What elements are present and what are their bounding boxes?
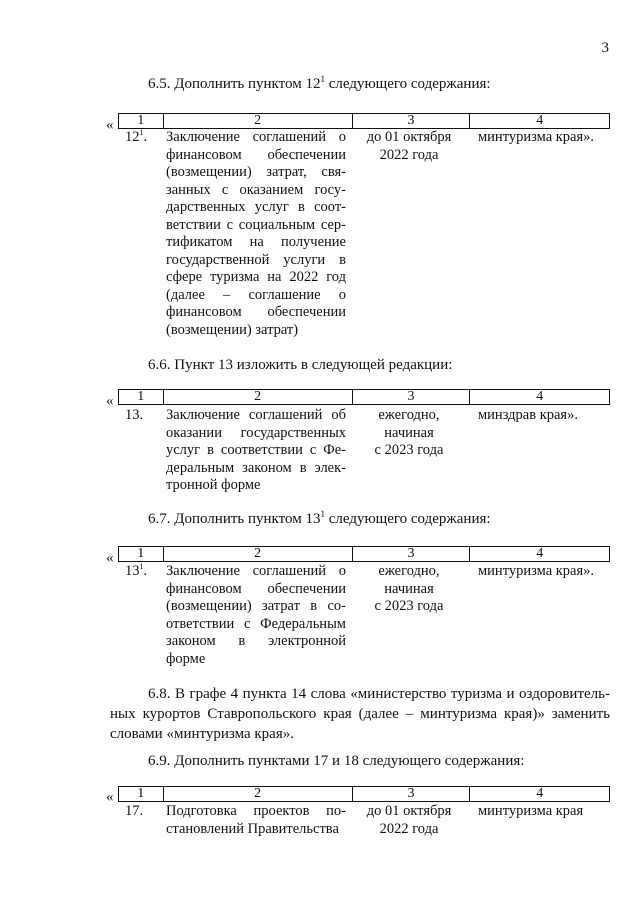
col-header-4: 4 bbox=[470, 390, 610, 405]
col-header-3: 3 bbox=[352, 547, 470, 562]
row-description: Заключение соглашений об оказании государственных услуг в соответствии с Фе- деральным законом в элек- тронной форме bbox=[166, 407, 346, 493]
col-header-1: 1 bbox=[119, 787, 164, 802]
col-header-3: 3 bbox=[352, 787, 470, 802]
opening-quote: « bbox=[106, 117, 114, 133]
row-responsible: минтуризма края bbox=[478, 803, 584, 819]
row-term: ежегодно, начиная с 2023 года bbox=[374, 407, 444, 458]
table-header-4 bbox=[118, 786, 610, 802]
col-header-2: 2 bbox=[163, 390, 352, 405]
section-heading-6-9: 6.9. Дополнить пунктами 17 и 18 следующего содержания: bbox=[148, 753, 525, 769]
col-header-2: 2 bbox=[163, 547, 352, 562]
col-header-4: 4 bbox=[470, 547, 610, 562]
col-header-1: 1 bbox=[119, 114, 164, 129]
row-description: Заключение соглашений о финансовом обеспечении (возмещении) затрат, свя- занных с оказанием госу- дарственных услуг в соот- ветствии с социальным сер- тификатом на получение государственной услуги в сфере туризма на 2022 год (далее – соглашение о финансовом обеспечении (возмещении) затрат) bbox=[166, 129, 346, 338]
opening-quote: « bbox=[106, 393, 114, 409]
paragraph-6-8: 6.8. В графе 4 пункта 14 слова «министерство туризма и оздоровитель- ных курортов Ставропольского края (далее – минтуризма края)» заменить словами «минтуризма края». bbox=[110, 686, 610, 742]
col-header-4: 4 bbox=[470, 787, 610, 802]
row-number: $12^1$. bbox=[125, 128, 148, 145]
page-number: 3 bbox=[601, 40, 609, 56]
row-number: $13^1$. bbox=[125, 562, 148, 579]
row-number: 17. bbox=[125, 803, 144, 819]
row-term: ежегодно, начиная с 2023 года bbox=[374, 563, 444, 614]
row-term: до 01 октября 2022 года bbox=[366, 803, 452, 837]
row-number: 13. bbox=[125, 407, 144, 423]
table-header-1 bbox=[118, 113, 610, 129]
section-heading-6-5: 6.5. Дополнить пунктом $12^1$ следующего содержания: bbox=[148, 74, 491, 92]
col-header-2: 2 bbox=[163, 114, 352, 129]
row-description: Подготовка проектов по- становлений Правительства bbox=[166, 803, 346, 837]
col-header-3: 3 bbox=[352, 114, 470, 129]
col-header-1: 1 bbox=[119, 390, 164, 405]
row-term: до 01 октября 2022 года bbox=[366, 129, 452, 163]
opening-quote: « bbox=[106, 550, 114, 566]
section-heading-6-7: 6.7. Дополнить пунктом $13^1$ следующего содержания: bbox=[148, 509, 491, 527]
col-header-3: 3 bbox=[352, 390, 470, 405]
row-responsible: минздрав края». bbox=[478, 407, 578, 423]
opening-quote: « bbox=[106, 789, 114, 805]
row-responsible: минтуризма края». bbox=[478, 563, 595, 579]
table-header-3 bbox=[118, 546, 610, 562]
table-header-2 bbox=[118, 389, 610, 405]
section-heading-6-6: 6.6. Пункт 13 изложить в следующей редакции: bbox=[148, 357, 453, 373]
col-header-1: 1 bbox=[119, 547, 164, 562]
col-header-2: 2 bbox=[163, 787, 352, 802]
row-responsible: минтуризма края». bbox=[478, 129, 595, 145]
col-header-4: 4 bbox=[470, 114, 610, 129]
row-description: Заключение соглашений о финансовом обеспечении (возмещении) затрат в со- ответствии с Федеральным законом в электронной форме bbox=[166, 563, 346, 667]
